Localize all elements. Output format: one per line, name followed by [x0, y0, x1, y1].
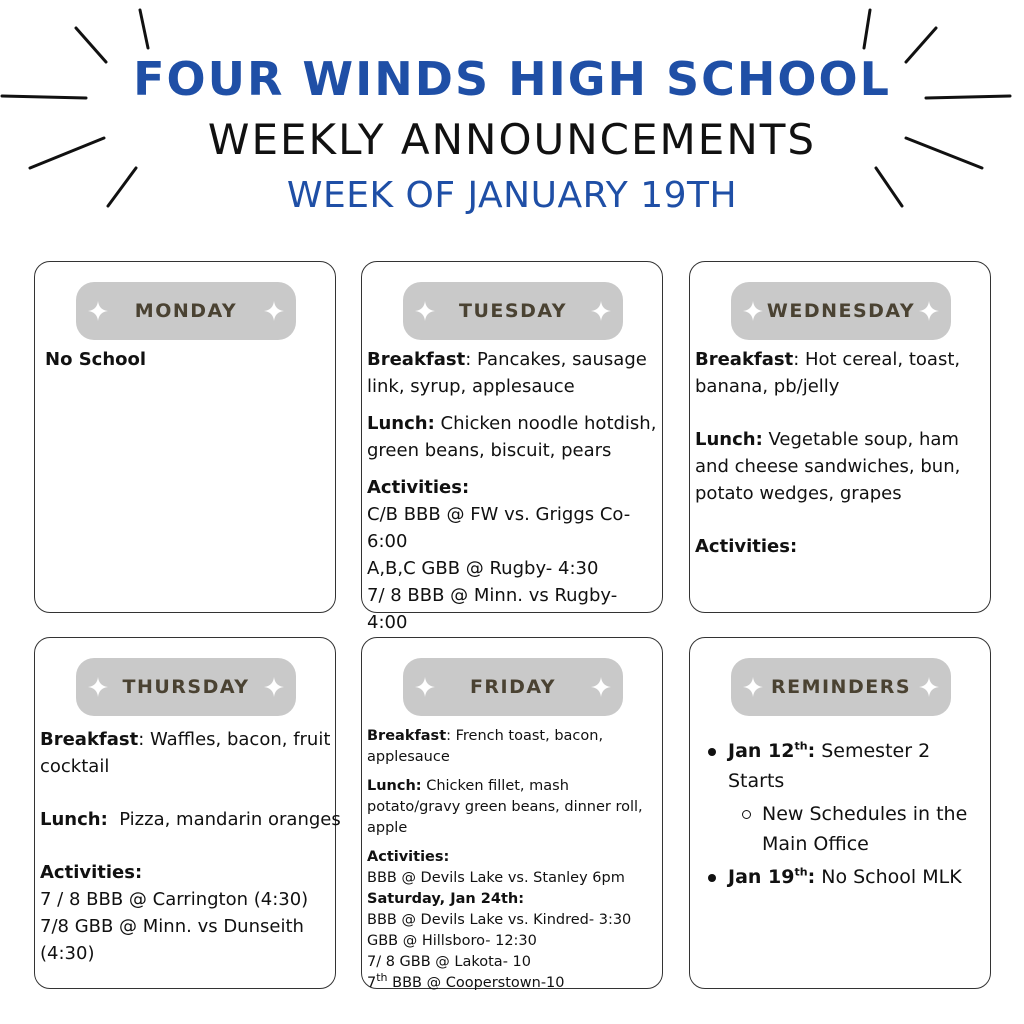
friday-label: FRIDAY — [469, 676, 557, 698]
bullet-icon — [708, 874, 716, 882]
activity-item: A,B,C GBB @ Rugby- 4:30 — [367, 558, 599, 579]
breakfast-text: : French toast, bacon, applesauce — [367, 728, 604, 765]
breakfast-label: Breakfast — [367, 728, 447, 744]
breakfast-label: Breakfast — [695, 349, 794, 370]
monday-header — [76, 282, 296, 340]
lunch-label: Lunch: — [40, 809, 108, 830]
announcements-title: WEEKLY ANNOUNCEMENTS — [207, 115, 817, 164]
sparkle-icon — [264, 301, 284, 321]
monday-note: No School — [45, 349, 147, 370]
activity-item: 7/8 GBB @ Minn. vs Dunseith (4:30) — [40, 916, 304, 964]
breakfast-text: : Hot cereal, toast, banana, pb/jelly — [695, 349, 961, 397]
reminder-colon: : — [807, 866, 816, 888]
breakfast-text: : Waffles, bacon, fruit cocktail — [40, 729, 331, 777]
reminder-date: Jan 12 — [728, 740, 795, 762]
activities-label: Activities: — [367, 849, 450, 865]
lunch-label: Lunch: — [367, 413, 435, 434]
reminders-card — [689, 637, 991, 989]
wednesday-card — [689, 261, 991, 613]
tuesday-header — [403, 282, 623, 340]
friday-header — [403, 658, 623, 716]
ordinal-suffix: th — [376, 971, 388, 985]
tuesday-label: TUESDAY — [459, 300, 567, 322]
week-title: WEEK OF JANUARY 19TH — [286, 175, 738, 216]
wednesday-header — [731, 282, 951, 340]
ordinal-suffix: th — [794, 865, 808, 879]
lunch-text: Pizza, mandarin oranges — [107, 809, 341, 830]
thursday-header — [76, 658, 296, 716]
reminders-label: REMINDERS — [770, 676, 912, 698]
lunch-text: Chicken noodle hotdish, green beans, biscuit, pears — [367, 413, 657, 461]
reminder-item — [704, 862, 984, 892]
reminder-item — [704, 736, 984, 796]
reminder-subtext: New Schedules in the Main Office — [762, 803, 968, 855]
thursday-content — [40, 726, 341, 977]
sparkle-icon — [591, 677, 611, 697]
activity-item: BBB @ Devils Lake vs. Stanley 6pm — [367, 870, 625, 886]
activities-label: Activities: — [367, 477, 470, 498]
tuesday-card — [361, 261, 663, 633]
lunch-text: Chicken fillet, mash potato/gravy green beans, dinner roll, apple — [367, 778, 643, 836]
friday-content — [367, 726, 658, 994]
sparkle-icon — [264, 677, 284, 697]
reminder-text: Semester 2 Starts — [728, 740, 931, 792]
breakfast-label: Breakfast — [40, 729, 139, 750]
activity-item: 7/ 8 GBB @ Lakota- 10 — [367, 954, 531, 970]
sparkle-icon — [919, 301, 939, 321]
activity-grade: 7 — [367, 975, 377, 991]
reminder-date: Jan 19 — [728, 866, 795, 888]
reminder-colon: : — [807, 740, 816, 762]
sparkle-icon — [919, 677, 939, 697]
monday-label: MONDAY — [134, 300, 238, 322]
circle-bullet-icon — [742, 810, 751, 819]
activity-item — [367, 973, 658, 994]
activity-item: BBB @ Devils Lake vs. Kindred- 3:30 — [367, 912, 632, 928]
ordinal-suffix: th — [794, 739, 808, 753]
wednesday-label: WEDNESDAY — [766, 300, 916, 322]
activity-text: BBB @ Cooperstown-10 — [387, 975, 565, 991]
breakfast-text: : Pancakes, sausage link, syrup, applesauce — [367, 349, 647, 397]
wednesday-content — [695, 346, 986, 570]
school-title: FOUR WINDS HIGH SCHOOL — [133, 52, 891, 106]
activity-item: 7/ 8 BBB @ Minn. vs Rugby- 4:00 — [367, 585, 618, 633]
reminder-text: No School MLK — [815, 866, 962, 888]
breakfast-label: Breakfast — [367, 349, 466, 370]
monday-content — [45, 346, 331, 383]
saturday-label: Saturday, Jan 24th: — [367, 891, 525, 907]
lunch-text: Vegetable soup, ham and cheese sandwiches, bun, potato wedges, grapes — [695, 429, 961, 504]
lunch-label: Lunch: — [695, 429, 763, 450]
activity-item: GBB @ Hillsboro- 12:30 — [367, 933, 537, 949]
activities-label: Activities: — [695, 536, 798, 557]
friday-card — [361, 637, 663, 989]
activity-item: 7 / 8 BBB @ Carrington (4:30) — [40, 889, 309, 910]
sparkle-icon — [591, 301, 611, 321]
reminders-header — [731, 658, 951, 716]
monday-card — [34, 261, 336, 613]
reminders-list — [704, 736, 984, 895]
tuesday-content — [367, 346, 658, 636]
activities-label: Activities: — [40, 862, 143, 883]
thursday-card — [34, 637, 341, 989]
activity-item: C/B BBB @ FW vs. Griggs Co-6:00 — [367, 504, 631, 552]
bullet-icon — [708, 748, 716, 756]
reminder-subitem — [704, 799, 984, 859]
lunch-label: Lunch: — [367, 778, 422, 794]
thursday-label: THURSDAY — [122, 676, 250, 698]
